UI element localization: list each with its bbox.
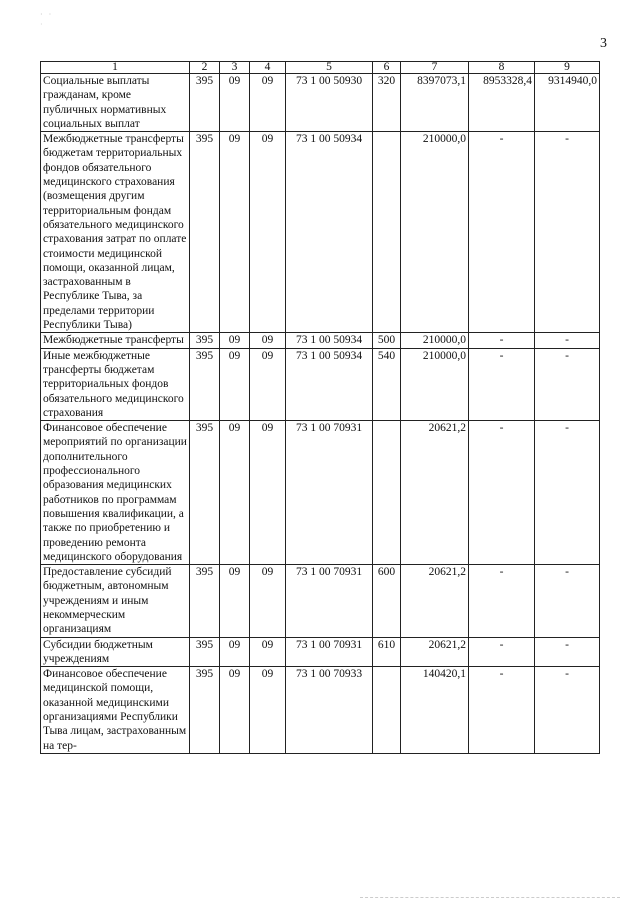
table-row <box>41 348 600 420</box>
cell-target-article: 73 1 00 50934 <box>286 132 373 333</box>
cell-ministry-code: 395 <box>190 333 220 348</box>
cell-target-article: 73 1 00 70931 <box>286 421 373 565</box>
table-row <box>41 74 600 132</box>
row-name: Финансовое обеспечение медицинской помощи, оказанной медицинскими организациями Республики Тыва лицам, застрахованным на тер- <box>41 667 190 754</box>
cell-subsection: 09 <box>250 421 286 565</box>
cell-expense-type <box>373 132 401 333</box>
cell-amount-year1: 8397073,1 <box>401 74 469 132</box>
cell-expense-type: 320 <box>373 74 401 132</box>
cell-section: 09 <box>220 637 250 667</box>
cell-subsection: 09 <box>250 667 286 754</box>
table-row <box>41 421 600 565</box>
cell-expense-type: 500 <box>373 333 401 348</box>
scan-artifact: · · <box>40 10 54 19</box>
row-name: Иные межбюджетные трансферты бюджетам территориальных фондов обязательного медицинского страхования <box>41 348 190 420</box>
cell-subsection: 09 <box>250 348 286 420</box>
cell-amount-year3: - <box>535 421 600 565</box>
cell-amount-year2: - <box>469 348 535 420</box>
cell-amount-year3: - <box>535 333 600 348</box>
cell-ministry-code: 395 <box>190 667 220 754</box>
cell-section: 09 <box>220 421 250 565</box>
column-header: 7 <box>401 62 469 74</box>
cell-expense-type: 610 <box>373 637 401 667</box>
cell-amount-year1: 210000,0 <box>401 132 469 333</box>
cell-section: 09 <box>220 333 250 348</box>
cell-amount-year2: - <box>469 421 535 565</box>
cell-ministry-code: 395 <box>190 348 220 420</box>
cell-ministry-code: 395 <box>190 132 220 333</box>
cell-amount-year3: 9314940,0 <box>535 74 600 132</box>
table-row <box>41 132 600 333</box>
cell-amount-year3: - <box>535 667 600 754</box>
cell-amount-year2: - <box>469 565 535 637</box>
cell-target-article: 73 1 00 50930 <box>286 74 373 132</box>
cell-amount-year1: 20621,2 <box>401 421 469 565</box>
cell-amount-year1: 210000,0 <box>401 348 469 420</box>
cell-expense-type <box>373 667 401 754</box>
cell-section: 09 <box>220 667 250 754</box>
scan-artifact: · <box>40 20 43 29</box>
cell-amount-year1: 20621,2 <box>401 637 469 667</box>
scan-artifact <box>360 897 620 899</box>
cell-target-article: 73 1 00 70931 <box>286 637 373 667</box>
column-header: 6 <box>373 62 401 74</box>
cell-amount-year1: 140420,1 <box>401 667 469 754</box>
cell-target-article: 73 1 00 70933 <box>286 667 373 754</box>
cell-target-article: 73 1 00 50934 <box>286 333 373 348</box>
cell-expense-type: 540 <box>373 348 401 420</box>
header-row <box>41 62 600 74</box>
column-header: 5 <box>286 62 373 74</box>
cell-target-article: 73 1 00 70931 <box>286 565 373 637</box>
row-name: Субсидии бюджетным учреждениям <box>41 637 190 667</box>
page-number: 3 <box>600 36 607 51</box>
cell-ministry-code: 395 <box>190 421 220 565</box>
cell-section: 09 <box>220 74 250 132</box>
cell-amount-year3: - <box>535 132 600 333</box>
cell-amount-year3: - <box>535 565 600 637</box>
row-name: Финансовое обеспечение мероприятий по организации дополнительного профессионального образования медицинских работников по программам повышения квалификации, а также по приобретению и проведению ремонта медицинского оборудования <box>41 421 190 565</box>
cell-target-article: 73 1 00 50934 <box>286 348 373 420</box>
column-header: 4 <box>250 62 286 74</box>
cell-ministry-code: 395 <box>190 74 220 132</box>
table-row <box>41 333 600 348</box>
cell-section: 09 <box>220 565 250 637</box>
row-name: Межбюджетные трансферты бюджетам территориальных фондов обязательного медицинского страхования (возмещения другим территориальным фондам обязательного медицинского страхования затрат по оплате стоимости медицинской помощи, оказанной лицам, застрахованным в Республике Тыва, за пределами территории Республики Тыва) <box>41 132 190 333</box>
cell-amount-year3: - <box>535 348 600 420</box>
column-header: 8 <box>469 62 535 74</box>
row-name: Предоставление субсидий бюджетным, автономным учреждениям и иным некоммерческим организациям <box>41 565 190 637</box>
column-header: 3 <box>220 62 250 74</box>
cell-amount-year3: - <box>535 637 600 667</box>
cell-amount-year2: - <box>469 333 535 348</box>
table-row <box>41 637 600 667</box>
cell-subsection: 09 <box>250 565 286 637</box>
cell-section: 09 <box>220 132 250 333</box>
cell-section: 09 <box>220 348 250 420</box>
column-header: 1 <box>41 62 190 74</box>
table-row <box>41 667 600 754</box>
row-name: Социальные выплаты гражданам, кроме публичных нормативных социальных выплат <box>41 74 190 132</box>
row-name: Межбюджетные трансферты <box>41 333 190 348</box>
cell-ministry-code: 395 <box>190 565 220 637</box>
column-header: 2 <box>190 62 220 74</box>
cell-amount-year2: - <box>469 667 535 754</box>
table-row <box>41 565 600 637</box>
column-header: 9 <box>535 62 600 74</box>
cell-amount-year2: - <box>469 132 535 333</box>
cell-amount-year2: - <box>469 637 535 667</box>
cell-subsection: 09 <box>250 333 286 348</box>
cell-amount-year2: 8953328,4 <box>469 74 535 132</box>
cell-subsection: 09 <box>250 132 286 333</box>
cell-amount-year1: 210000,0 <box>401 333 469 348</box>
cell-amount-year1: 20621,2 <box>401 565 469 637</box>
cell-ministry-code: 395 <box>190 637 220 667</box>
cell-expense-type: 600 <box>373 565 401 637</box>
cell-subsection: 09 <box>250 74 286 132</box>
cell-subsection: 09 <box>250 637 286 667</box>
budget-table <box>40 61 600 754</box>
cell-expense-type <box>373 421 401 565</box>
